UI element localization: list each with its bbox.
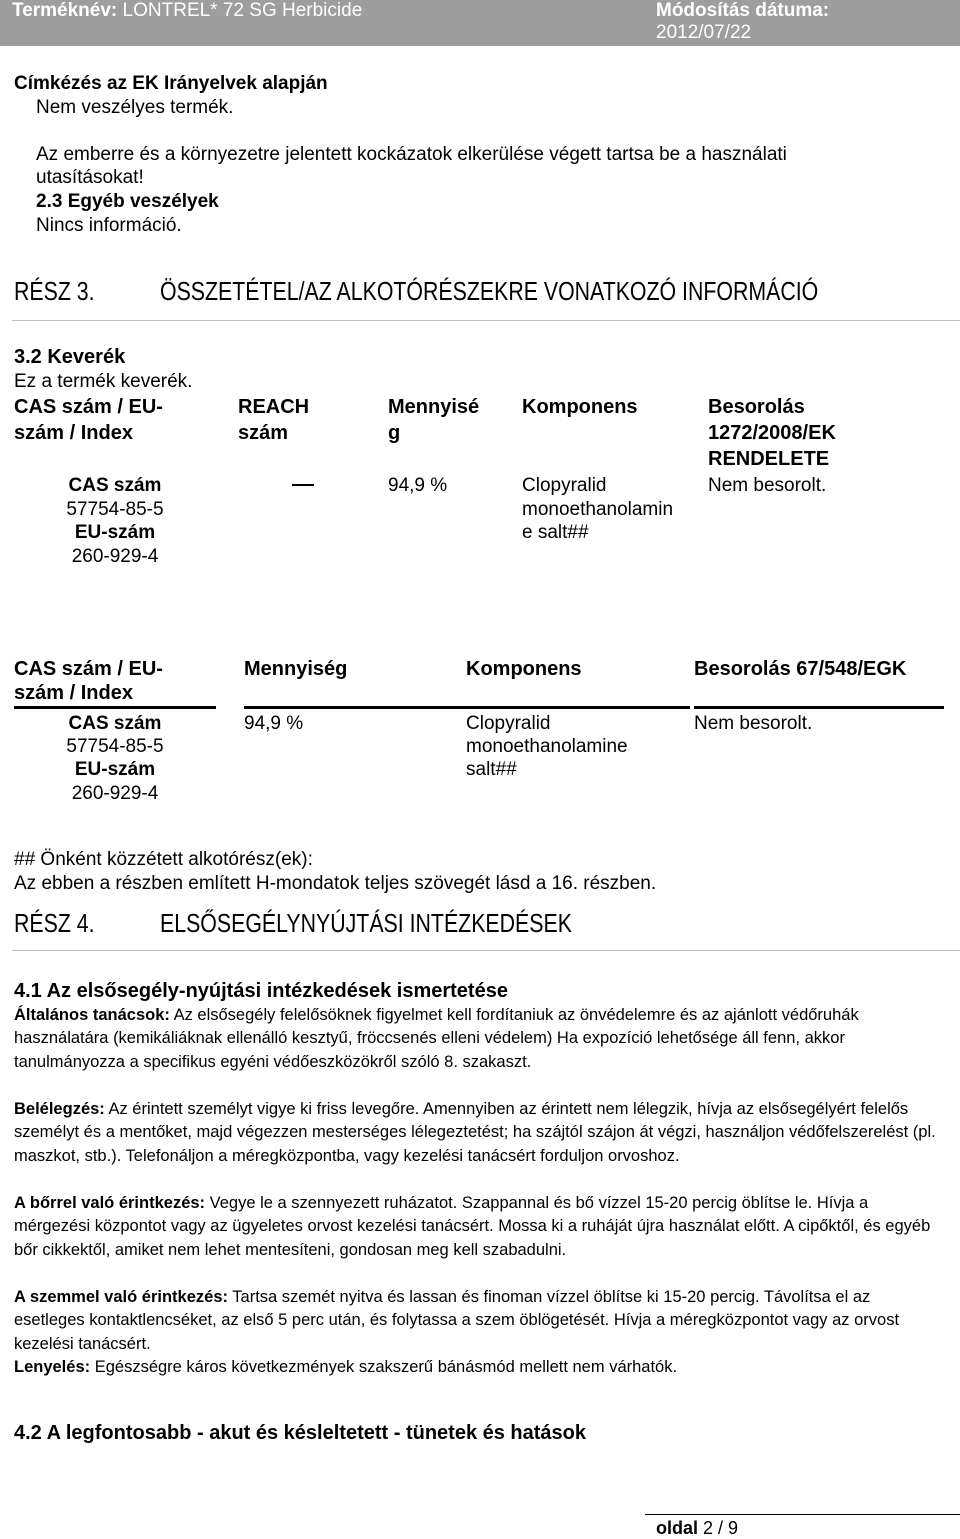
other-hazards-text: Nincs információ. — [36, 215, 182, 236]
general-advice — [14, 1004, 944, 1074]
general-advice-label: Általános tanácsok: — [14, 1006, 170, 1024]
t1-header-reach-2: szám — [238, 422, 289, 444]
t1-component-3: e salt## — [522, 522, 589, 543]
t2-quantity: 94,9 % — [244, 713, 304, 734]
t1-quantity: 94,9 % — [388, 475, 448, 496]
skin-contact-advice — [14, 1192, 944, 1262]
eye-contact-label: A szemmel való érintkezés: — [14, 1288, 228, 1306]
t1-header-reach-1: REACH — [238, 396, 310, 418]
t1-header-class-3: RENDELETE — [708, 448, 830, 470]
section-3-divider — [12, 320, 960, 321]
t1-component-1: Clopyralid — [522, 475, 607, 496]
t1-eu-value: 260-929-4 — [71, 546, 159, 567]
voluntary-note: ## Önként közzétett alkotórész(ek): — [14, 849, 313, 870]
eye-contact-advice — [14, 1286, 944, 1356]
t2-eu-value: 260-929-4 — [71, 783, 159, 804]
inhalation-label: Belélegzés: — [14, 1100, 105, 1118]
t1-header-qty-2: g — [388, 422, 401, 444]
eye-contact-text: Tartsa szemét nyitva és lassan és finoman vízzel öblítse ki 15-20 percig. Távolítsa el az esetleges kontaktlencséket, az első 5 perc után, és folytassa a szem öblögetését. Hívja a méregközpontot vagy az orvost kezelési tanácsért. — [14, 1288, 900, 1353]
modified-date-value: 2012/07/22 — [656, 22, 752, 43]
page-number-value: 2 / 9 — [703, 1518, 739, 1538]
symptoms-subtitle: 4.2 A legfontosabb - akut és késleltetett - tünetek és hatások — [14, 1422, 587, 1444]
t1-header-cas-1: CAS szám / EU- — [14, 396, 163, 418]
t2-component-2: monoethanolamine — [466, 736, 628, 757]
general-advice-text: Az elsősegély felelősöknek figyelmet kell fordítaniuk az önvédelemre és az ajánlott védőruhák használatára (kemikáliáknak ellenálló kesztyű, fröccsenés elleni védelem) Ha expozíció lehetősége áll fenn, akkor tanulmányozza a specifikus egyéni védőeszközökről szóló 8. szakaszt. — [14, 1006, 859, 1071]
t2-header-cas-1: CAS szám / EU- — [14, 658, 163, 680]
t1-header-class-2: 1272/2008/EK — [708, 422, 836, 444]
t2-header-rule-3 — [694, 706, 944, 709]
t2-eu-label: EU-szám — [74, 759, 156, 780]
t1-header-cas-2: szám / Index — [14, 422, 133, 444]
inhalation-advice — [14, 1098, 944, 1168]
t1-eu-label: EU-szám — [74, 522, 156, 543]
product-name-value: LONTREL* 72 SG Herbicide — [122, 0, 363, 21]
section-4-title: ELSŐSEGÉLYNYÚJTÁSI INTÉZKEDÉSEK — [160, 908, 572, 938]
t2-header-component: Komponens — [466, 658, 582, 680]
precaution-line-2: utasításokat! — [36, 167, 144, 188]
t2-header-rule-1 — [14, 706, 216, 709]
other-hazards-title: 2.3 Egyéb veszélyek — [36, 191, 219, 212]
skin-contact-text: Vegye le a szennyezett ruházatot. Szappannal és bő vízzel 15-20 percig öblítse le. Hívja a mérgezési központot vagy az ügyeletes orvost kezelési tanácsért. Mossa ki a ruháját újra használat előtt. A cipőktől, és egyéb bőr cikkektől, amiket nem lehet mentesíteni, gondosan meg kell szabadulni. — [14, 1194, 931, 1259]
ingestion-label: Lenyelés: — [14, 1358, 91, 1376]
page-header — [0, 0, 960, 46]
t1-reach-empty-dash — [292, 484, 314, 486]
t2-header-qty: Mennyiség — [244, 658, 348, 680]
product-name — [12, 0, 362, 22]
inhalation-text: Az érintett személyt vigye ki friss levegőre. Amennyiben az érintett nem lélegzik, hívja az elsősegélyért felelős személyt és a mentőket, majd végezzen mesterséges lélegeztetést; ha szájtól szájon át végzi, használjon védőfelszerelést (pl. maszkot, stb.). Telefonáljon a méregközpontba, vagy kezelési tanácsért forduljon orvoshoz. — [14, 1100, 936, 1165]
labelling-text: Nem veszélyes termék. — [36, 97, 234, 118]
page-number — [656, 1518, 738, 1539]
mixture-subtitle: 3.2 Keverék — [14, 346, 126, 368]
t1-header-component: Komponens — [522, 396, 638, 418]
mixture-text: Ez a termék keverék. — [14, 371, 193, 392]
product-name-label: Terméknév: — [12, 0, 118, 21]
section-4-divider — [12, 950, 960, 951]
t2-classification: Nem besorolt. — [694, 713, 813, 734]
t2-component-1: Clopyralid — [466, 713, 551, 734]
footer-rule — [645, 1514, 960, 1515]
t2-component-3: salt## — [466, 759, 517, 780]
first-aid-subtitle: 4.1 Az elsősegély-nyújtási intézkedések ismertetése — [14, 980, 508, 1002]
section-3-title: ÖSSZETÉTEL/AZ ALKOTÓRÉSZEKRE VONATKOZÓ INFORMÁCIÓ — [160, 276, 819, 306]
skin-contact-label: A bőrrel való érintkezés: — [14, 1194, 206, 1212]
precaution-line-1: Az emberre és a környezetre jelentett kockázatok elkerülése végett tartsa be a használati — [36, 144, 787, 165]
t2-cas-label: CAS szám — [68, 713, 162, 734]
t2-cas-value: 57754-85-5 — [66, 736, 164, 757]
t1-cas-value: 57754-85-5 — [66, 499, 164, 520]
modified-date-label: Módosítás dátuma: — [656, 0, 830, 21]
labelling-title: Címkézés az EK Irányelvek alapján — [14, 73, 328, 94]
page-number-label: oldal — [656, 1518, 699, 1538]
t1-header-class-1: Besorolás — [708, 396, 805, 418]
ingestion-advice — [14, 1356, 944, 1379]
t1-cas-label: CAS szám — [68, 475, 162, 496]
ingestion-text: Egészségre káros következmények szakszerű bánásmód mellett nem várhatók. — [90, 1358, 678, 1376]
section-3-number: RÉSZ 3. — [14, 276, 95, 306]
section-4-number: RÉSZ 4. — [14, 908, 95, 938]
h-statements-note: Az ebben a részben említett H-mondatok teljes szövegét lásd a 16. részben. — [14, 873, 657, 894]
t2-header-cas-2: szám / Index — [14, 682, 133, 704]
t2-header-class: Besorolás 67/548/EGK — [694, 658, 907, 680]
t2-header-rule-2 — [244, 706, 690, 709]
t1-component-2: monoethanolamin — [522, 499, 674, 520]
t1-header-qty-1: Mennyisé — [388, 396, 480, 418]
t1-classification: Nem besorolt. — [708, 475, 827, 496]
